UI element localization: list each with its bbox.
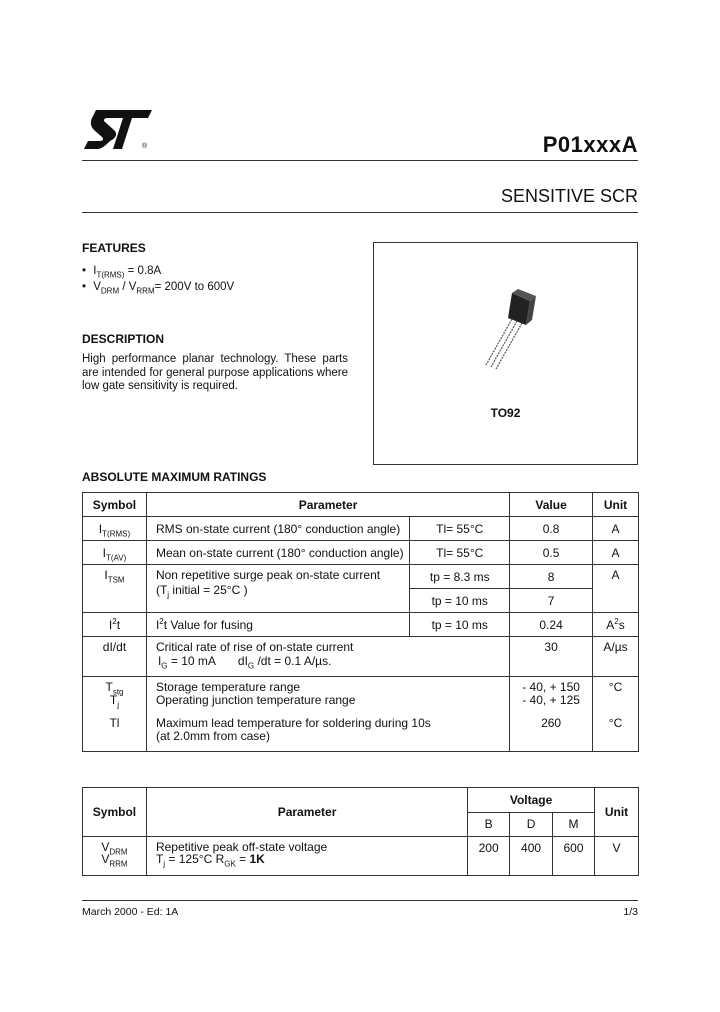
page-title: P01xxxA (542, 132, 638, 157)
table-row: $I_{T(AV)}$ Mean on-state current (180° conduction angle) Tl= 55°C 0.5 A (83, 541, 639, 565)
footer-rule (82, 900, 638, 901)
table-row: $I_{T(RMS)}$ RMS on-state current (180° conduction angle) Tl= 55°C 0.8 A (83, 517, 639, 541)
col-unit: Unit (593, 493, 639, 517)
table-row: $V_{DRM}$ $V_{RRM}$ Repetitive peak off-state voltage $T_j = 125^\circ C$ $R_{GK} = 1K$ 200 400 600 V (83, 837, 639, 876)
table-row: dI/dt Critical rate of rise of on-state current $I_G = 10$ mA $dI_G$ /dt = 0.1 A/µs. 30 A/µs (83, 637, 639, 677)
footer-edition: March 2000 - Ed: 1A (82, 906, 179, 918)
table-header-row (83, 493, 639, 517)
package-box (373, 242, 638, 465)
table-row: tp = 10 ms 7 (83, 589, 639, 613)
description-text: High performance planar technology. These parts are intended for general purpose applications where low gate sensitivity is required. (82, 353, 348, 392)
table-row: $T_{stg}$ $T_j$ Tl Storage temperature range Operating junction temperature range Maximum lead temperature for soldering during 10s (at 2.0mm from case) - 40, + 150 - 40, + 125 260 °C °C (83, 677, 639, 752)
col-symbol: Symbol (83, 493, 147, 517)
package-label: TO92 (490, 406, 521, 420)
bullet: • (82, 281, 87, 293)
feature-item-voltage: • $V_{DRM} / V_{RRM}= 200V$ to 600V (82, 281, 235, 296)
table-header-row: Symbol Parameter Voltage Unit (83, 788, 639, 813)
feature-item-current: • $I_{T(RMS)} = 0.8A$ (82, 265, 162, 280)
page-subtitle: SENSITIVE SCR (500, 186, 638, 206)
bullet: • (82, 265, 87, 277)
st-logo (82, 105, 162, 155)
ratings-table (82, 492, 639, 752)
to92-package-icon (474, 285, 544, 375)
col-value: Value (510, 493, 593, 517)
features-heading: FEATURES (82, 241, 146, 255)
ratings-heading: ABSOLUTE MAXIMUM RATINGS (82, 470, 267, 484)
trademark-mark: ® (142, 143, 148, 150)
st-logo-graphic (82, 105, 162, 155)
table-subheader-row: B D M (83, 812, 639, 837)
title-rule (82, 160, 638, 161)
footer-page-number: 1/3 (623, 906, 638, 918)
voltage-table (82, 787, 639, 876)
table-row: $I^2t$ $I^2t$ Value for fusing tp = 10 ms 0.24 $A^2s$ (83, 613, 639, 637)
description-heading: DESCRIPTION (82, 332, 165, 346)
col-parameter: Parameter (146, 493, 509, 517)
table-row: $I_{TSM}$ Non repetitive surge peak on-state current ($T_j$ initial = 25°C ) tp = 8.3 ms 8 A (83, 565, 639, 589)
subtitle-rule (82, 212, 638, 213)
